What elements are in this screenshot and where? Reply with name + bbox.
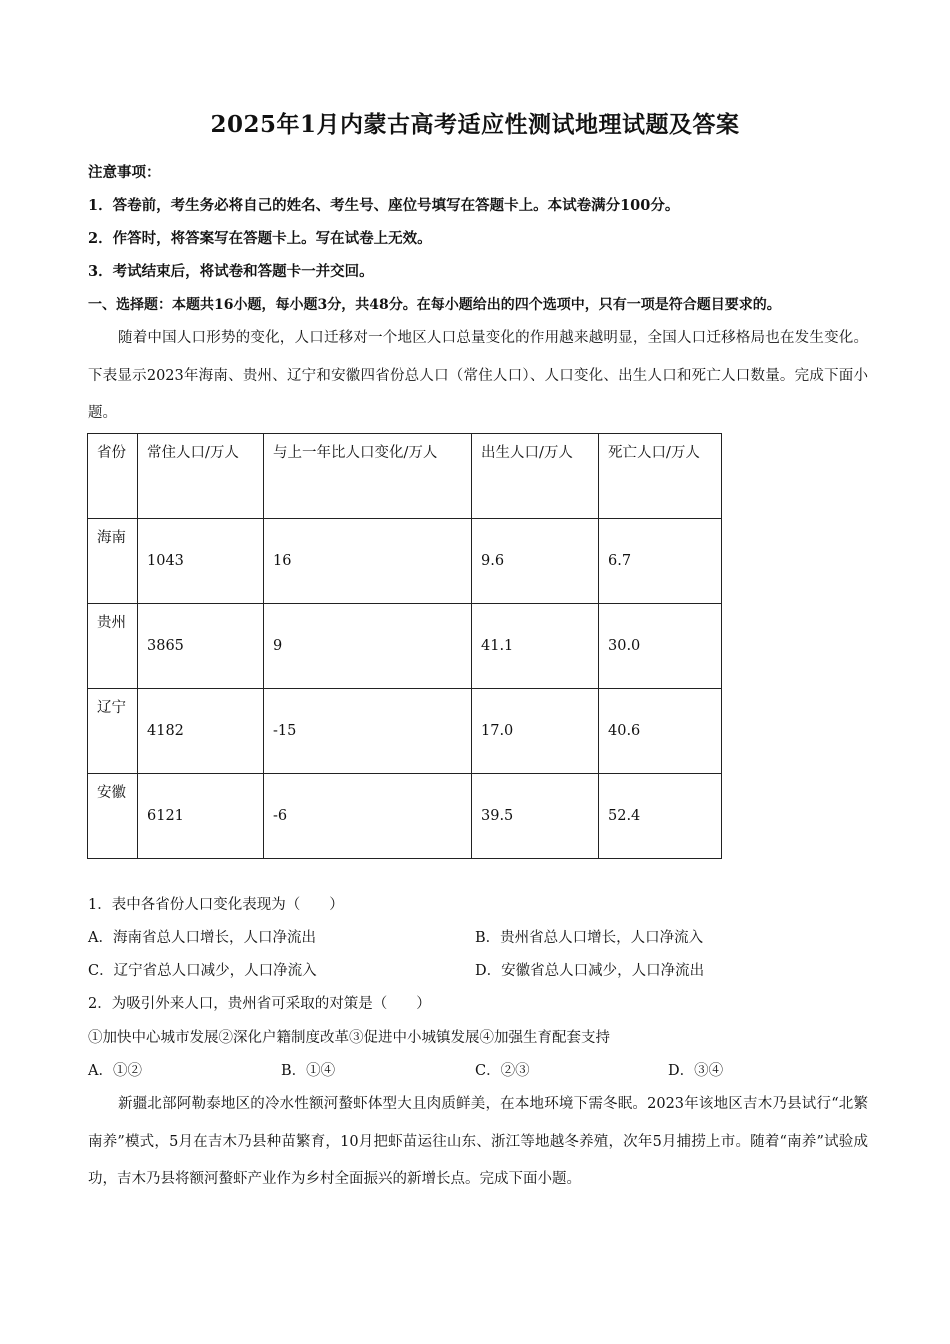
table-cell: 52.4 [599, 774, 722, 859]
q2-option-d[interactable]: D．③④ [668, 1063, 724, 1079]
table-cell: 9.6 [472, 519, 599, 604]
q1-option-c[interactable]: C．辽宁省总人口减少，人口净流入 [88, 963, 317, 979]
table-row [88, 604, 722, 689]
passage-1: 随着中国人口形势的变化，人口迁移对一个地区人口总量变化的作用越来越明显，全国人口迁移格局也在发生变化。下表显示2023年海南、贵州、辽宁和安徽四省份总人口（常住人口）、人口变化、出生人口和死亡人口数量。完成下面小题。 [88, 330, 868, 421]
question-2-stem: 2．为吸引外来人口，贵州省可采取的对策是（ ） [88, 996, 431, 1012]
table-cell: 6121 [138, 774, 264, 859]
table-header-row [88, 434, 722, 519]
q1-option-d[interactable]: D．安徽省总人口减少，人口净流出 [475, 963, 705, 979]
header-cell: 常住人口/万人 [138, 434, 264, 519]
table-cell: 17.0 [472, 689, 599, 774]
header-cell: 死亡人口/万人 [599, 434, 722, 519]
header-cell: 省份 [88, 434, 138, 519]
q1-option-a[interactable]: A．海南省总人口增长，人口净流出 [88, 930, 316, 946]
table-cell: -15 [264, 689, 472, 774]
q2-option-c[interactable]: C．②③ [475, 1063, 530, 1079]
notice-heading: 注意事项： [88, 164, 161, 181]
table-cell: 6.7 [599, 519, 722, 604]
table-cell: 41.1 [472, 604, 599, 689]
table-cell: 9 [264, 604, 472, 689]
notice-item-1: 1．答卷前，考生务必将自己的姓名、考生号、座位号填写在答题卡上。本试卷满分100分。 [88, 197, 680, 214]
q1-option-b[interactable]: B．贵州省总人口增长，人口净流入 [475, 930, 704, 946]
header-cell: 出生人口/万人 [472, 434, 599, 519]
table-cell: 40.6 [599, 689, 722, 774]
table-row [88, 689, 722, 774]
notice-item-2: 2．作答时，将答案写在答题卡上。写在试卷上无效。 [88, 230, 432, 247]
province-cell: 海南 [88, 519, 138, 604]
table-cell: 1043 [138, 519, 264, 604]
table-cell: 30.0 [599, 604, 722, 689]
question-1-stem: 1．表中各省份人口变化表现为（ ） [88, 897, 344, 913]
question-2-choices: ①加快中心城市发展②深化户籍制度改革③促进中小城镇发展④加强生育配套支持 [88, 1030, 610, 1046]
province-cell: 辽宁 [88, 689, 138, 774]
province-cell: 安徽 [88, 774, 138, 859]
header-cell: 与上一年比人口变化/万人 [264, 434, 472, 519]
page-title: 2025年1月内蒙古高考适应性测试地理试题及答案 [210, 111, 740, 138]
table-cell: 4182 [138, 689, 264, 774]
section-heading: 一、选择题：本题共16小题，每小题3分，共48分。在每小题给出的四个选项中，只有一项是符合题目要求的。 [88, 297, 781, 313]
table-cell: 3865 [138, 604, 264, 689]
q2-option-a[interactable]: A．①② [88, 1063, 142, 1079]
table-row [88, 519, 722, 604]
q2-option-b[interactable]: B．①④ [281, 1063, 336, 1079]
table-cell: -6 [264, 774, 472, 859]
passage-2: 新疆北部阿勒泰地区的冷水性额河螯虾体型大且肉质鲜美，在本地环境下需冬眠。2023年该地区吉木乃县试行“北繁南养”模式，5月在吉木乃县种苗繁育，10月把虾苗运往山东、浙江等地越冬养殖，次年5月捕捞上市。随着“南养”试验成功，吉木乃县将额河螯虾产业作为乡村全面振兴的新增长点。完成下面小题。 [88, 1096, 868, 1187]
province-cell: 贵州 [88, 604, 138, 689]
table-cell: 16 [264, 519, 472, 604]
notice-item-3: 3．考试结束后，将试卷和答题卡一并交回。 [88, 263, 374, 280]
table-cell: 39.5 [472, 774, 599, 859]
population-table [87, 433, 722, 859]
table-row [88, 774, 722, 859]
